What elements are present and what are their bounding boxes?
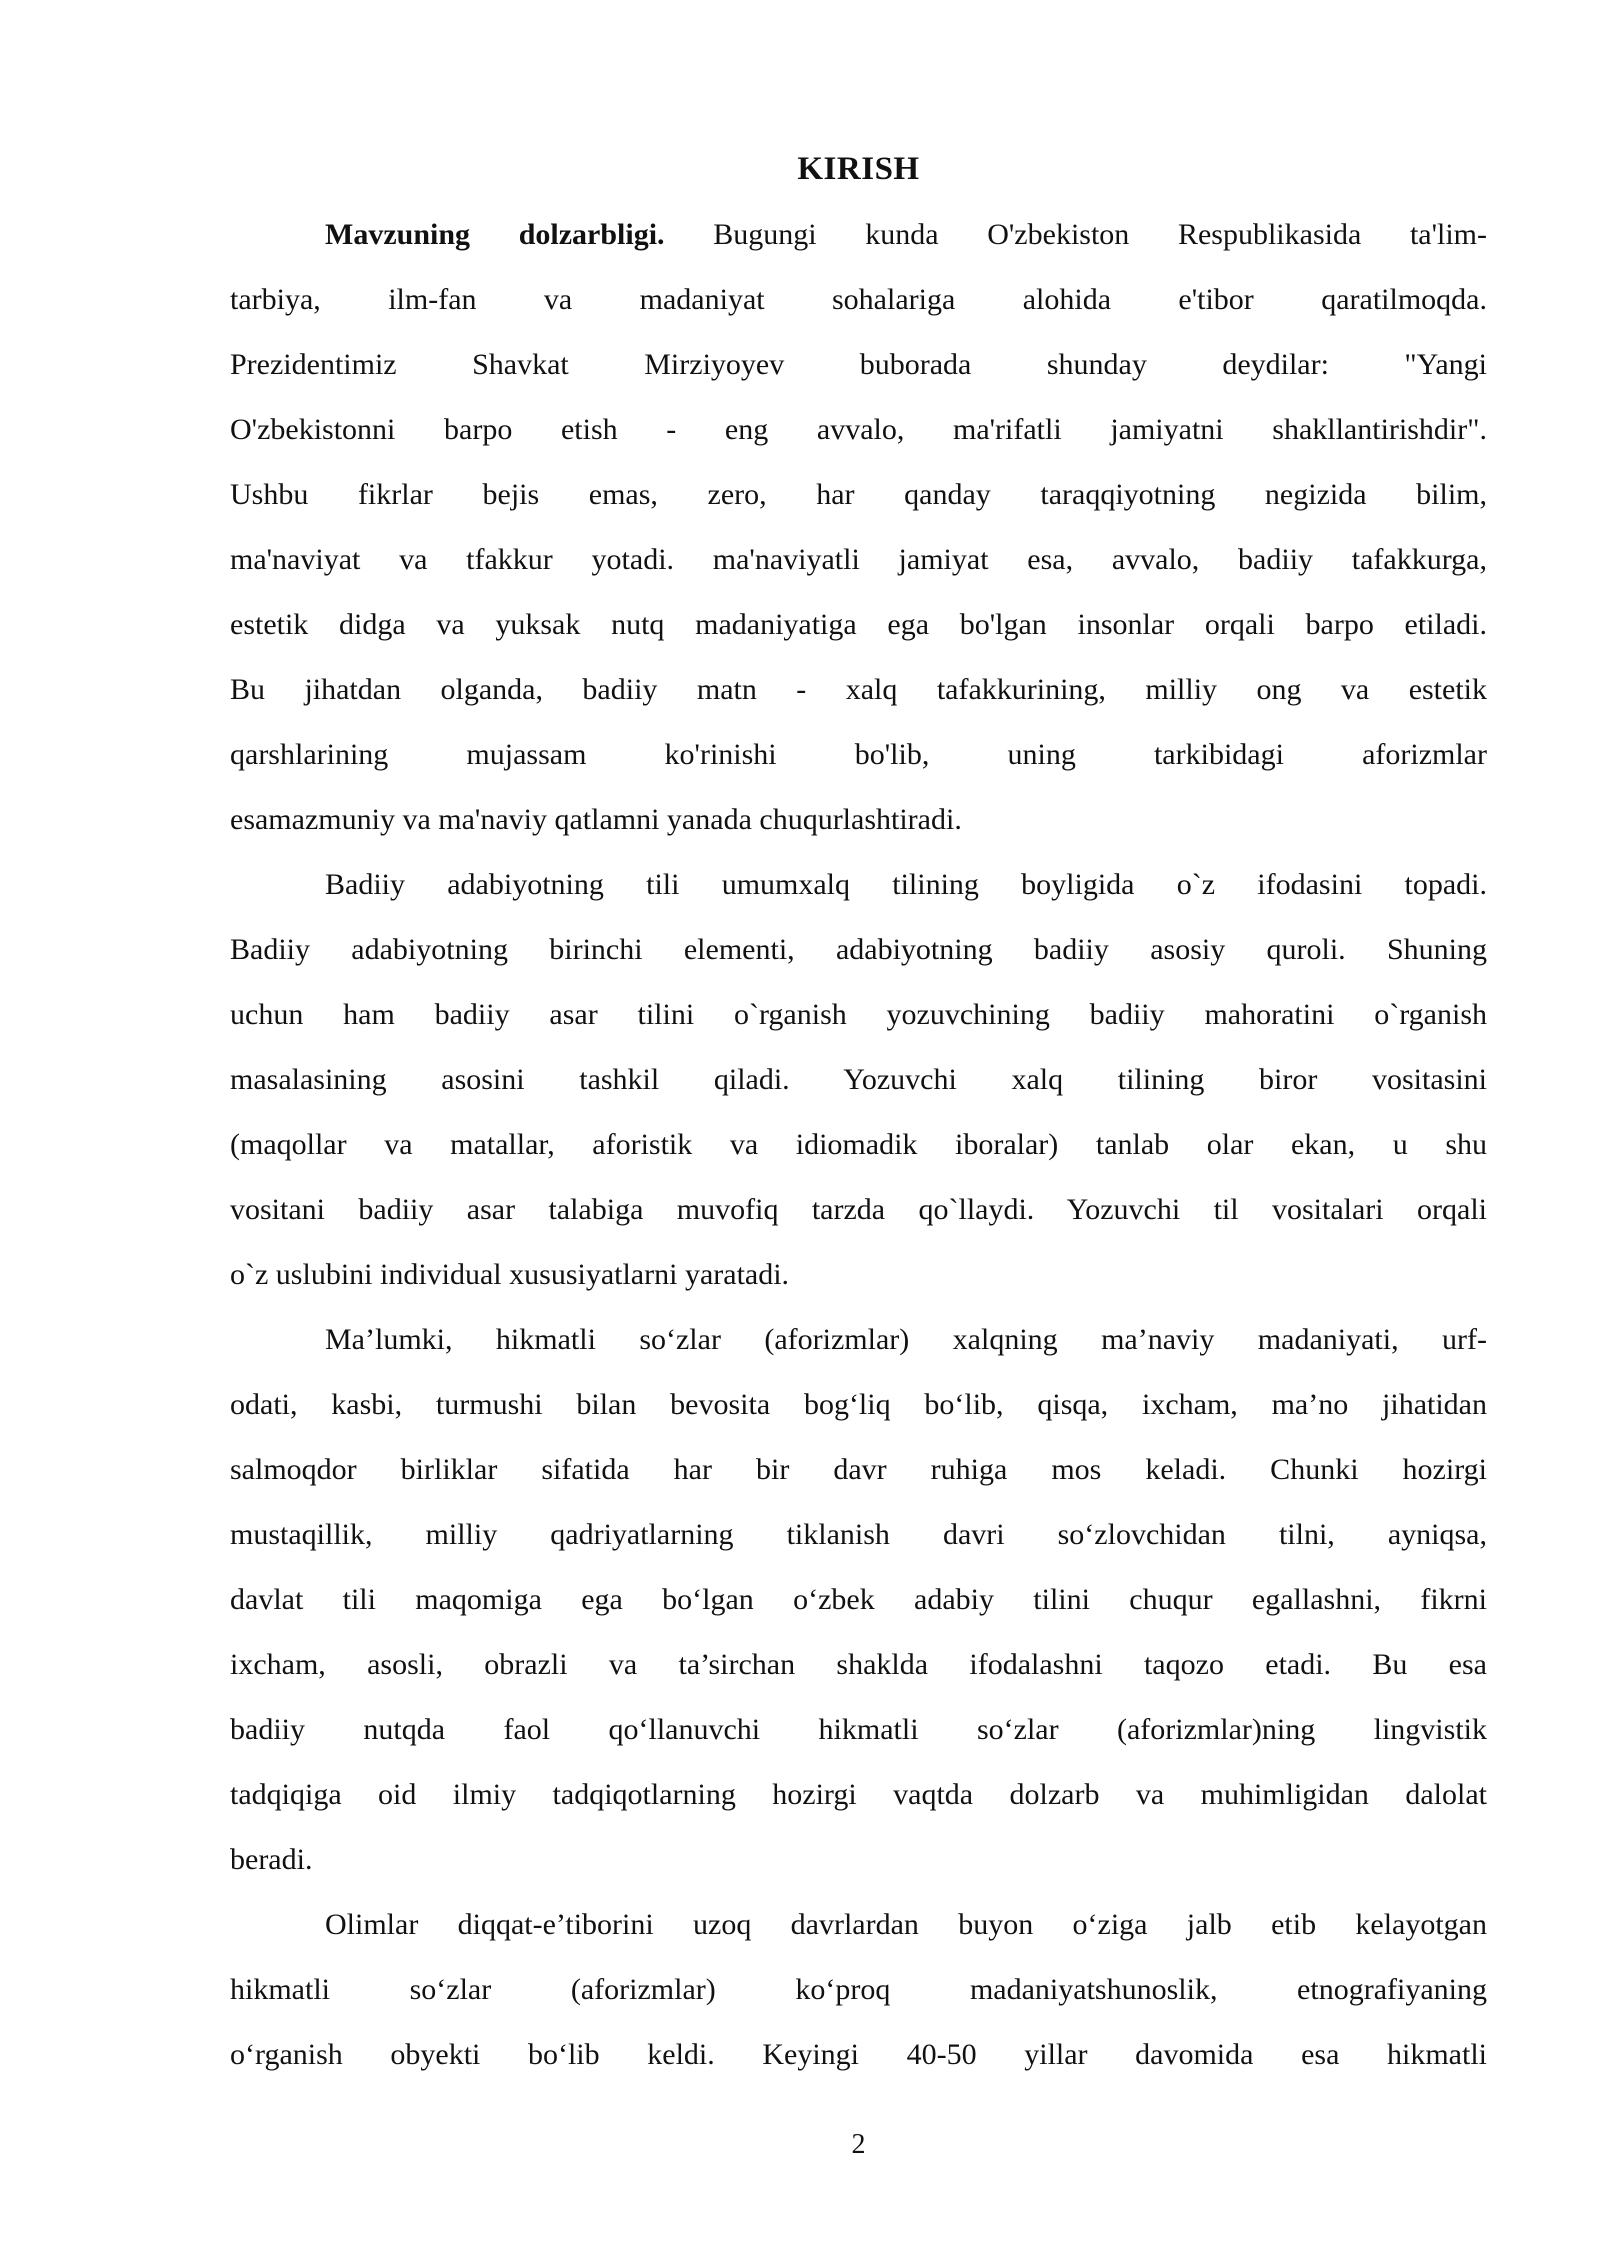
text-line: beradi. — [230, 1843, 313, 1876]
text-line: Ma’lumki, hikmatli so‘zlar (aforizmlar) xalqning ma’naviy madaniyati, urf- — [325, 1323, 1487, 1356]
text-line: hikmatli so‘zlar (aforizmlar) ko‘proq madaniyatshunoslik, etnografiyaning — [230, 1973, 1487, 2006]
text-line: o‘rganish obyekti bo‘lib keldi. Keyingi 40-50 yillar davomida esa hikmatli — [230, 2038, 1487, 2071]
document-content — [230, 137, 1487, 2087]
text-line: tadqiqiga oid ilmiy tadqiqotlarning hozirgi vaqtda dolzarb va muhimligidan dalolat — [230, 1778, 1487, 1811]
text-line: estetik didga va yuksak nutq madaniyatiga ega bo'lgan insonlar orqali barpo etiladi. — [230, 608, 1487, 641]
text-line: masalasining asosini tashkil qiladi. Yozuvchi xalq tilining biror vositasini — [230, 1063, 1487, 1096]
text-line: (maqollar va matallar, aforistik va idiomadik iboralar) tanlab olar ekan, u shu — [230, 1128, 1487, 1161]
text-line: o`z uslubini individual xususiyatlarni yaratadi. — [230, 1258, 790, 1291]
text-line: esamazmuniy va ma'naviy qatlamni yanada chuqurlashtiradi. — [230, 803, 962, 836]
text-line: tarbiya, ilm-fan va madaniyat sohalariga alohida e'tibor qaratilmoqda. — [230, 283, 1487, 316]
text-line: ixcham, asosli, obrazli va ta’sirchan shaklda ifodalashni taqozo etadi. Bu esa — [230, 1648, 1487, 1681]
text-line: Bu jihatdan olganda, badiiy matn - xalq tafakkurining, milliy ong va estetik — [230, 673, 1487, 706]
text-line: ma'naviyat va tfakkur yotadi. ma'naviyatli jamiyat esa, avvalo, badiiy tafakkurga, — [230, 543, 1487, 576]
text-line: Badiiy adabiyotning tili umumxalq tilining boyligida o`z ifodasini topadi. — [325, 868, 1487, 901]
text-line: vositani badiiy asar talabiga muvofiq tarzda qo`llaydi. Yozuvchi til vositalari orqali — [230, 1193, 1487, 1226]
text-line: Prezidentimiz Shavkat Mirziyoyev buborada shunday deydilar: "Yangi — [230, 348, 1487, 381]
line-text: Bugungi kunda O'zbekiston Respublikasida ta'lim- — [664, 218, 1487, 251]
text-line: Badiiy adabiyotning birinchi elementi, adabiyotning badiiy asosiy quroli. Shuning — [230, 933, 1487, 966]
text-line: uchun ham badiiy asar tilini o`rganish yozuvchining badiiy mahoratini o`rganish — [230, 998, 1487, 1031]
text-line: davlat tili maqomiga ega bo‘lgan o‘zbek adabiy tilini chuqur egallashni, fikrni — [230, 1583, 1487, 1616]
page-title: KIRISH — [797, 151, 920, 187]
text-line — [230, 202, 1487, 267]
text-line: Ushbu fikrlar bejis emas, zero, har qanday taraqqiyotning negizida bilim, — [230, 478, 1487, 511]
text-line: mustaqillik, milliy qadriyatlarning tiklanish davri so‘zlovchidan tilni, ayniqsa, — [230, 1518, 1487, 1551]
text-line: qarshlarining mujassam ko'rinishi bo'lib, uning tarkibidagi aforizmlar — [230, 738, 1487, 771]
text-line: badiiy nutqda faol qo‘llanuvchi hikmatli so‘zlar (aforizmlar)ning lingvistik — [230, 1713, 1487, 1746]
text-line: Olimlar diqqat-e’tiborini uzoq davrlardan buyon o‘ziga jalb etib kelayotgan — [325, 1908, 1487, 1941]
text-line: O'zbekistonni barpo etish - eng avvalo, ma'rifatli jamiyatni shakllantirishdir". — [230, 413, 1487, 446]
page-number: 2 — [851, 2129, 866, 2160]
lead-bold-text: Mavzuning dolzarbligi. — [325, 218, 665, 251]
text-line: odati, kasbi, turmushi bilan bevosita bog‘liq bo‘lib, qisqa, ixcham, ma’no jihatidan — [230, 1388, 1487, 1421]
text-line: salmoqdor birliklar sifatida har bir davr ruhiga mos keladi. Chunki hozirgi — [230, 1453, 1487, 1486]
